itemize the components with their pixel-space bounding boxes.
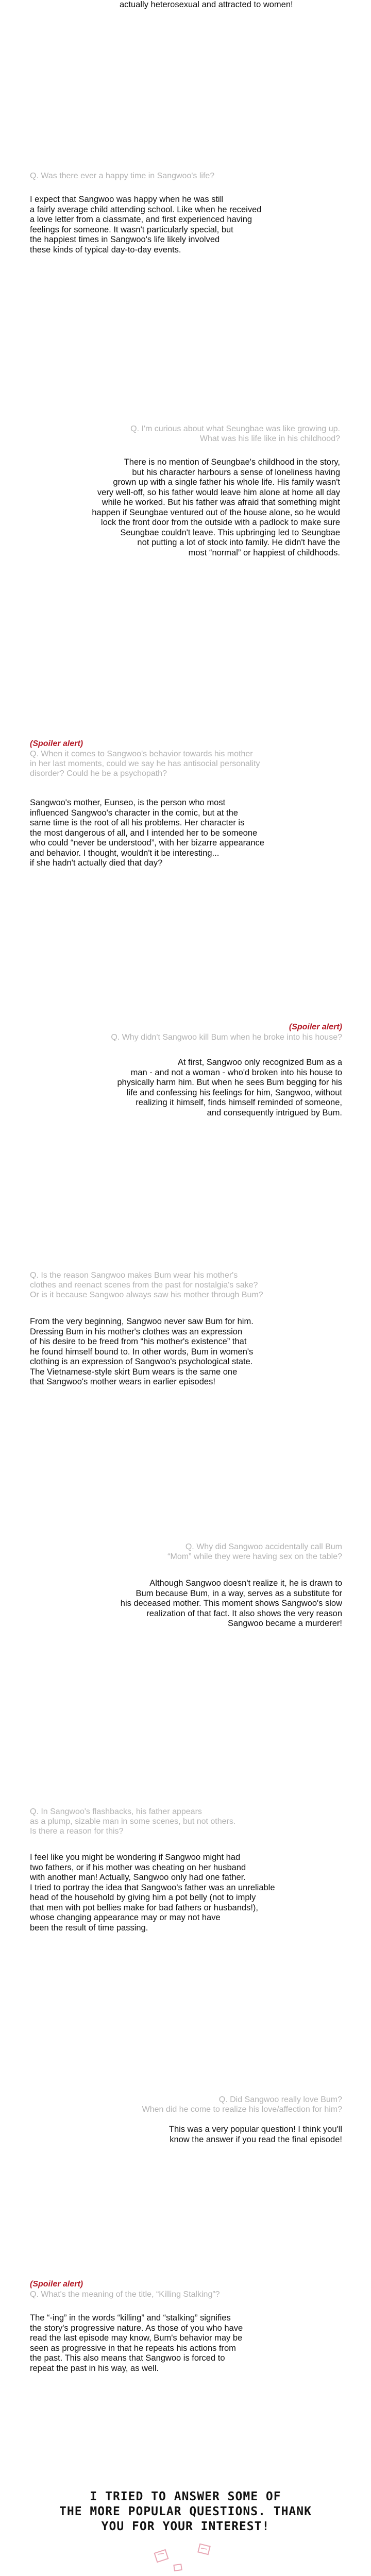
question-1: Q. Was there ever a happy time in Sangwoo's life? — [30, 172, 215, 180]
answer-1: I expect that Sangwoo was happy when he was still a fairly average child attending school. Like when he received a love letter from a classmate, and first experienced having feelings for someone. It wasn't particularly special, but the happiest times in Sangwoo's life likely involved these kinds of typical day-to-day events. — [30, 195, 262, 255]
question-9: Q. What's the meaning of the title, “Killing Stalking”? — [30, 2290, 220, 2299]
question-7: Q. In Sangwoo's flashbacks, his father appears as a plump, sizable man in some scenes, but not others. Is there a reason for this? — [30, 1807, 236, 1836]
answer-6: Although Sangwoo doesn't realize it, he is drawn to Bum because Bum, in a way, serves as a substitute for his deceased mother. This moment shows Sangwoo's slow realization of that fact. It also shows the very reason Sangwoo became a murderer! — [120, 1579, 342, 1628]
question-8: Q. Did Sangwoo really love Bum? When did he come to realize his love/affection for him? — [142, 2095, 342, 2114]
spoiler-alert-label: (Spoiler alert) — [30, 2280, 83, 2289]
previous-answer-tail: actually heterosexual and attracted to women! — [120, 0, 293, 9]
question-6: Q. Why did Sangwoo accidentally call Bum “Mom” while they were having sex on the table? — [167, 1543, 342, 1561]
spoiler-alert-label: (Spoiler alert) — [30, 739, 83, 748]
answer-2: There is no mention of Seungbae's childhood in the story, but his character harbours a sense of loneliness having grown up with a single father his whole life. His family wasn't very well-off, so his father would leave him alone at home all day while he worked. But his father was afraid that something might happen if Seungbae ventured out of the house alone, so he would lock the front door from the outside with a padlock to make sure Seungbae couldn't leave. This upbringing led to Seungbae not putting a lot of stock into family. He didn't have the most “normal” or happiest of childhoods. — [92, 457, 340, 557]
spoiler-alert-label: (Spoiler alert) — [289, 1023, 342, 1031]
answer-4: At first, Sangwoo only recognized Bum as a man - and not a woman - who'd broken into his house to physically harm him. But when he sees Bum begging for his life and confessing his feelings for him, Sangwoo, without realizing it himself, finds himself reminded of someone, and consequently intrigued by Bum. — [117, 1058, 342, 1117]
answer-9: The “-ing” in the words “killing” and “stalking” signifies the story's progressive nature. As those of you who have read the last episode may know, Bum's behavior may be seen as progressive in that he repeats his actions from the past. This also means that Sangwoo is forced to repeat the past in his way, as well. — [30, 2313, 243, 2373]
answer-7: I feel like you might be wondering if Sangwoo might had two fathers, or if his mother was cheating on her husband with another man! Actually, Sangwoo only had one father. I tried to portray the idea that Sangwoo's father was an unreliable head of the household by giving him a pot belly (not to imply that men with pot bellies make for bad fathers or husbands!), whose changing appearance may or may not have been the result of time passing. — [30, 1853, 275, 1933]
answer-8: This was a very popular question! I think you'll know the answer if you read the final episode! — [168, 2125, 342, 2144]
paper-doodle-icon — [149, 2542, 227, 2574]
closing-message: I TRIED TO ANSWER SOME OF THE MORE POPULAR QUESTIONS. THANK YOU FOR YOUR INTEREST! — [59, 2490, 312, 2533]
answer-3: Sangwoo's mother, Eunseo, is the person who most influenced Sangwoo's character in the comic, but at the same time is the root of all his problems. Her character is the most dangerous of all, and I intended her to be someone who could “never be understood”, with her bizarre appearance and behavior. I thought, wouldn't it be interesting... if she hadn't actually died that day? — [30, 798, 264, 868]
answer-5: From the very beginning, Sangwoo never saw Bum for him. Dressing Bum in his mother's clothes was an expression of his desire to be freed from “his mother's existence” that he found himself bound to. In other words, Bum in women's clothing is an expression of Sangwoo's psychological state. The Vietnamese-style skirt Bum wears is the same one that Sangwoo's mother wears in earlier episodes! — [30, 1317, 254, 1386]
question-5: Q. Is the reason Sangwoo makes Bum wear his mother's clothes and reenact scenes from the past for nostalgia's sake? Or is it because Sangwoo always saw his mother through Bum? — [30, 1271, 263, 1299]
question-2: Q. I'm curious about what Seungbae was like growing up. What was his life like in his childhood? — [130, 425, 340, 443]
question-4: Q. Why didn't Sangwoo kill Bum when he broke into his house? — [111, 1033, 342, 1042]
question-3: Q. When it comes to Sangwoo's behavior towards his mother in her last moments, could we say he has antisocial personality disorder? Could he be a psychopath? — [30, 750, 260, 778]
